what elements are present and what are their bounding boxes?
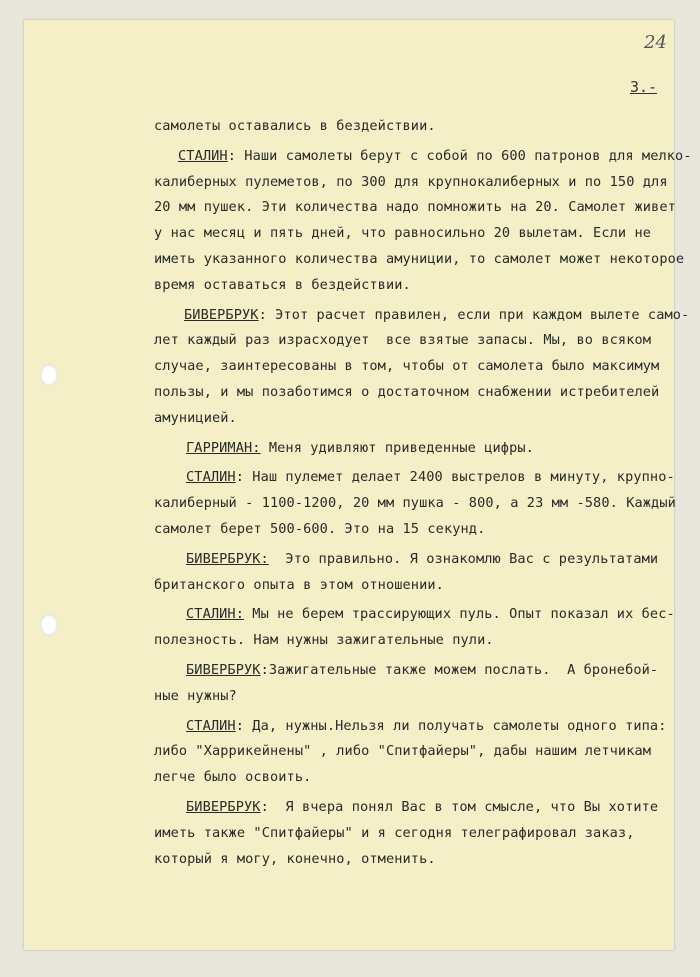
punch-hole — [40, 614, 58, 636]
line-text: у нас месяц и пять дней, что равносильно 20 вылетам. Если не — [154, 225, 652, 242]
text-line — [154, 328, 664, 354]
text-line — [154, 847, 664, 873]
text-line — [154, 354, 664, 380]
page-number: 3.- — [630, 78, 658, 96]
text-line — [154, 684, 664, 710]
line-text: : Наш пулемет делает 2400 выстрелов в минуту, крупно- — [235, 469, 675, 486]
text-line — [154, 573, 664, 599]
text-line — [154, 517, 664, 543]
text-line — [154, 465, 675, 491]
text-line — [154, 436, 664, 462]
text-line — [154, 195, 676, 221]
transcript-body — [154, 114, 692, 872]
speaker-name: БИВЕРБРУК — [186, 661, 261, 678]
line-text: калиберных пулеметов, по 300 для крупнокалиберных и по 150 для — [154, 173, 668, 190]
text-line — [154, 380, 664, 406]
line-text: который я могу, конечно, отменить. — [154, 850, 436, 867]
line-text: самолет берет 500-600. Это на 15 секунд. — [154, 520, 486, 537]
text-line — [154, 765, 664, 791]
line-text: : Я вчера понял Вас в том смысле, что Вы хотите — [260, 798, 659, 815]
speaker-name: СТАЛИН: — [186, 606, 244, 623]
archive-page-number: 24 — [644, 32, 667, 53]
line-text: Мы не берем трассирующих пуль. Опыт показал их бес- — [244, 606, 675, 623]
line-text: Меня удивляют приведенные цифры. — [260, 439, 534, 456]
text-line — [154, 406, 664, 432]
speaker-name: БИВЕРБРУК — [184, 306, 259, 323]
line-text: Это правильно. Я ознакомлю Вас с результатами — [268, 550, 659, 567]
text-line — [154, 821, 664, 847]
speaker-name: СТАЛИН — [178, 147, 228, 164]
text-line — [154, 658, 664, 684]
text-line — [154, 795, 664, 821]
line-text: пользы, и мы позаботимся о достаточном снабжении истребителей — [154, 383, 660, 400]
line-text: 20 мм пушек. Эти количества надо помножить на 20. Самолет живет — [154, 199, 676, 216]
text-line — [154, 170, 668, 196]
line-text: легче было освоить. — [154, 769, 312, 786]
speaker-name: БИВЕРБРУК: — [186, 550, 269, 567]
line-text: иметь также "Спитфайеры" и я сегодня телеграфировал заказ, — [154, 824, 635, 841]
line-text: : Наши самолеты берут с собой по 600 патронов для мелко- — [227, 147, 692, 164]
line-text: случае, заинтересованы в том, чтобы от самолета было максимум — [154, 358, 660, 375]
text-line — [154, 714, 667, 740]
text-line — [154, 739, 664, 765]
text-line — [154, 114, 664, 140]
line-text: ные нужны? — [154, 687, 237, 704]
line-text: калиберный - 1100-1200, 20 мм пушка - 800, а 23 мм -580. Каждый — [154, 495, 676, 512]
speaker-name: ГАРРИМАН: — [186, 439, 261, 456]
text-line — [154, 602, 675, 628]
speaker-name: БИВЕРБРУК — [186, 798, 261, 815]
line-text: : Этот расчет правилен, если при каждом вылете само- — [258, 306, 690, 323]
text-line — [154, 628, 664, 654]
line-text: полезность. Нам нужны зажигательные пули. — [154, 632, 494, 649]
line-text: : Да, нужны.Нельзя ли получать самолеты одного типа: — [235, 717, 667, 734]
line-text: :Зажигательные также можем послать. А бронебой- — [260, 661, 659, 678]
line-text: либо "Харрикейнены" , либо "Спитфайеры", дабы нашим летчикам — [154, 743, 652, 760]
text-line — [154, 273, 664, 299]
document-page — [24, 20, 692, 950]
line-text: иметь указанного количества амуниции, то самолет может некоторое — [154, 250, 685, 267]
line-text: лет каждый раз израсходует все взятые запасы. Мы, во всяком — [154, 332, 652, 349]
text-line — [154, 247, 685, 273]
text-line — [154, 491, 676, 517]
line-text: время оставаться в бездействии. — [154, 276, 411, 293]
line-text: самолеты оставались в бездействии. — [154, 118, 436, 134]
text-line — [154, 303, 690, 329]
text-line — [154, 547, 664, 573]
speaker-name: СТАЛИН — [186, 717, 236, 734]
speaker-name: СТАЛИН — [186, 469, 236, 486]
line-text: амуницией. — [154, 409, 237, 426]
punch-hole — [40, 364, 58, 386]
text-line — [154, 144, 692, 170]
text-line — [154, 221, 664, 247]
line-text: британского опыта в этом отношении. — [154, 576, 444, 593]
